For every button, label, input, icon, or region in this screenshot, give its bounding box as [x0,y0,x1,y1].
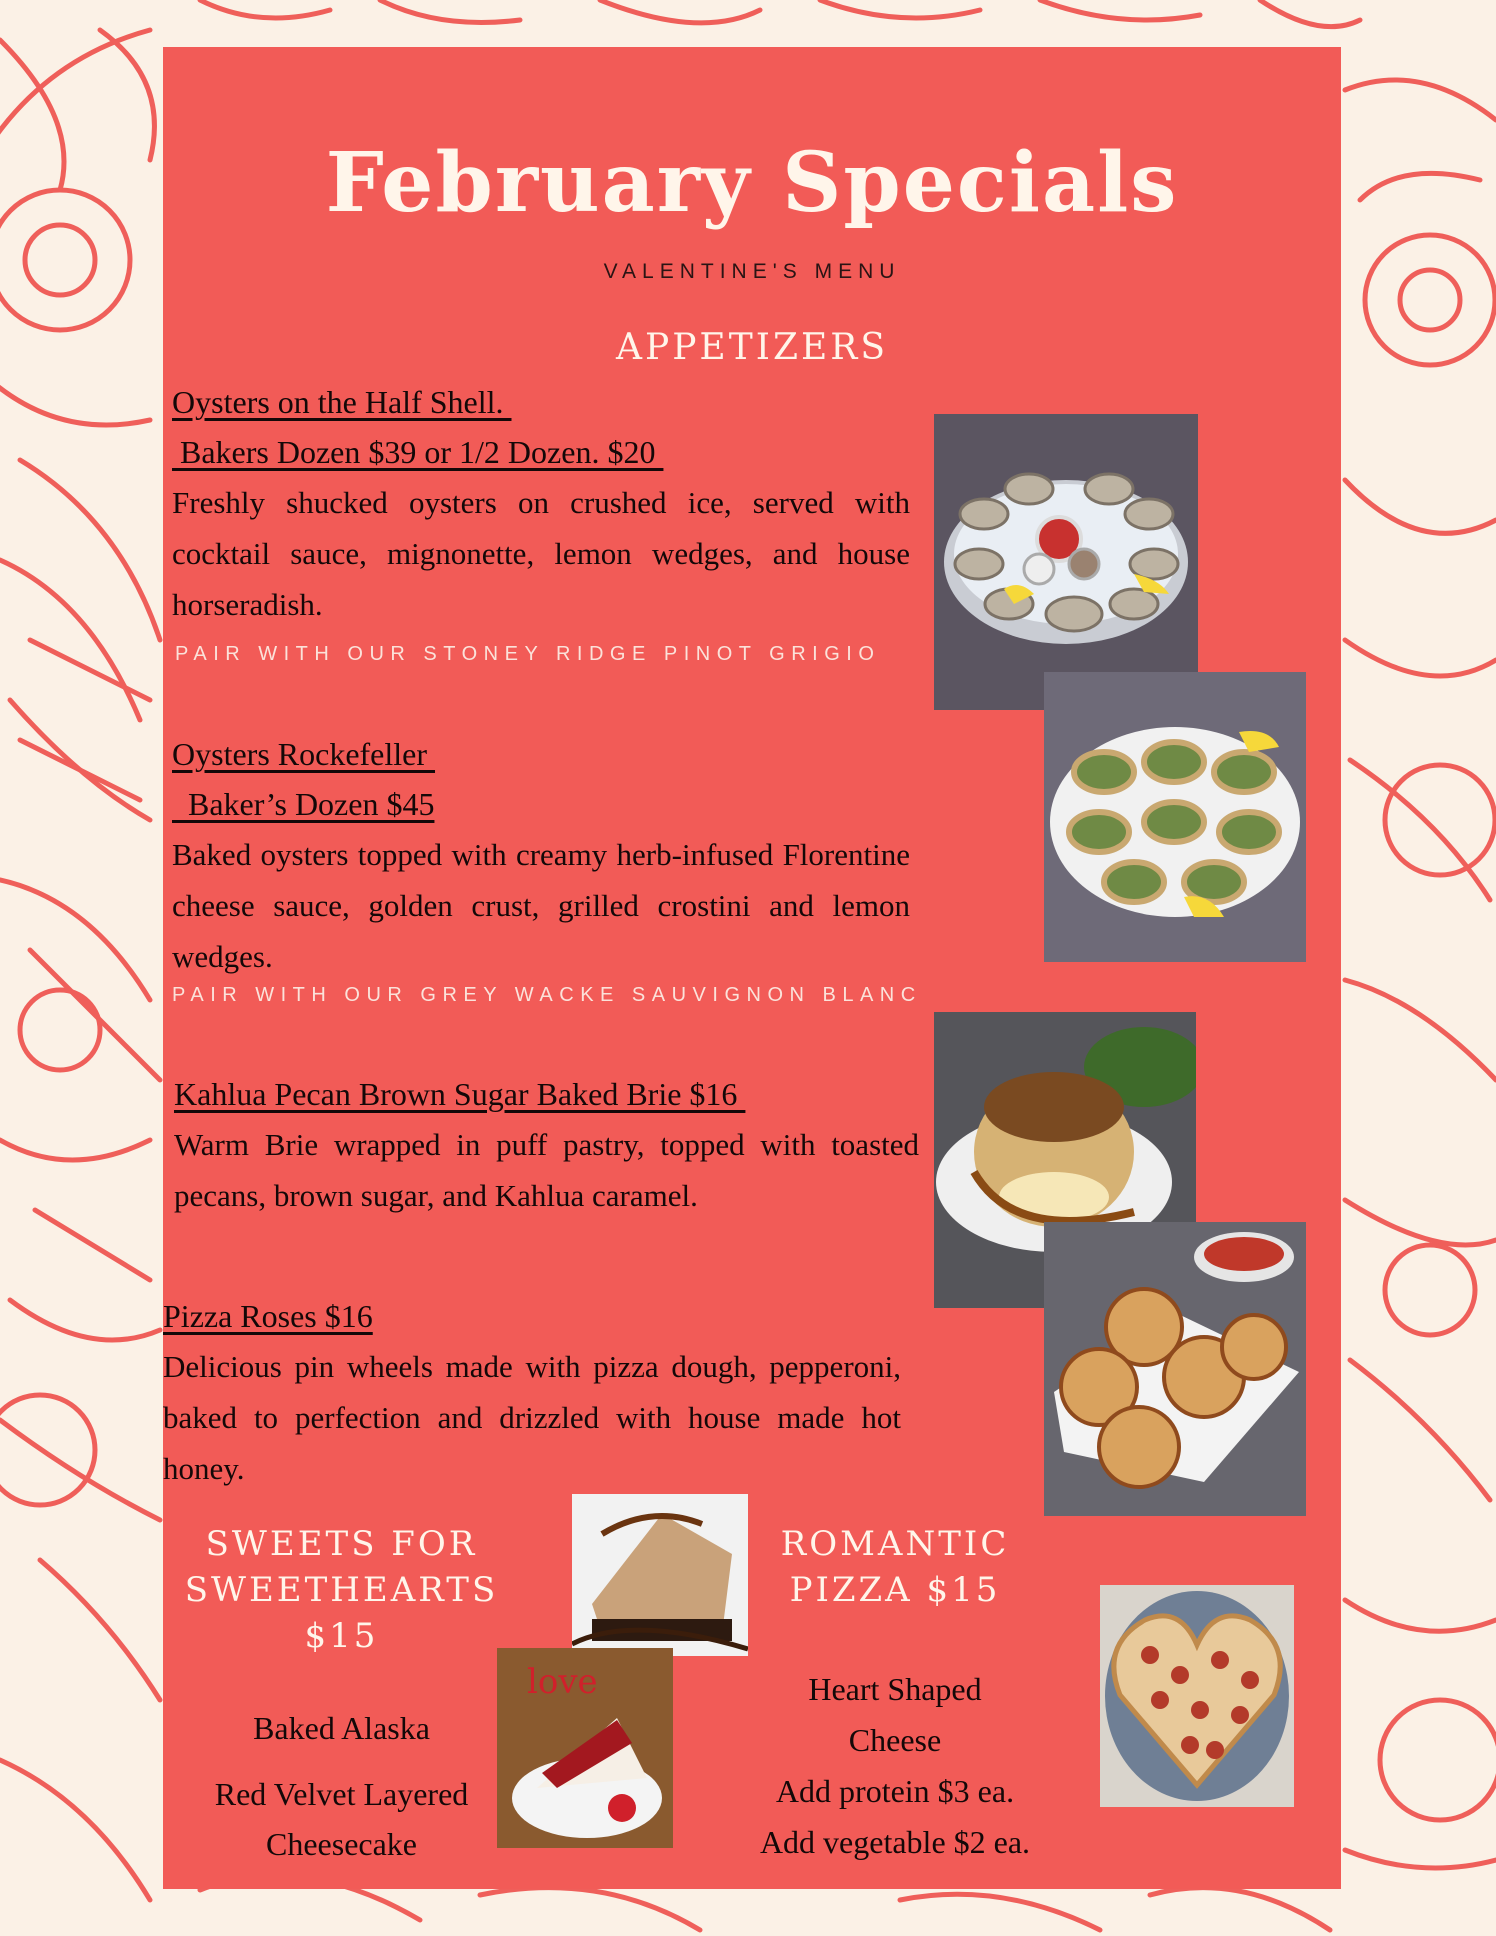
item-price: Baker’s Dozen $45 [172,786,435,822]
pizza-line: Cheese [848,1722,942,1758]
sweets-heading-line2: SWEETHEARTS [184,1570,499,1610]
pizza-line: Add protein $3 ea. [775,1773,1015,1809]
item-name: Oysters on the Half Shell. [172,384,512,420]
pizza-heading-price: PIZZA $15 [789,1570,1001,1610]
section-heading-appetizers: APPETIZERS [615,327,888,368]
romantic-pizza-section [745,1521,1045,1613]
heart-pizza-photo [1100,1585,1294,1807]
pizza-heading: ROMANTIC [780,1524,1010,1564]
item-name: Oysters Rockefeller [172,736,436,772]
page-title: February Specials [325,135,1179,231]
dessert-red-velvet-line2: Cheesecake [265,1826,417,1862]
pizza-line: Add vegetable $2 ea. [759,1824,1031,1860]
menu-item-pizza-roses-name: Pizza Roses $16 [163,1298,373,1334]
pizza-line: Heart Shaped [808,1671,982,1707]
wine-pairing: PAIR WITH OUR STONEY RIDGE PINOT GRIGIO [175,643,881,665]
pizza-roses-photo [1044,1222,1306,1516]
wine-pairing: PAIR WITH OUR GREY WACKE SAUVIGNON BLANC [172,984,922,1006]
sweets-price: $15 [304,1616,379,1656]
menu-item-baked-brie-name: Kahlua Pecan Brown Sugar Baked Brie $16 [174,1076,746,1112]
page-subtitle: VALENTINE'S MENU [603,260,901,283]
dessert-red-velvet: Red Velvet Layered [214,1776,469,1812]
red-velvet-cheesecake-photo [497,1648,673,1848]
sweets-section [163,1521,520,1659]
item-description: Baked oysters topped with creamy herb-infused Florentine cheese sauce, golden crust, grilled crostini and lemon wedges. [172,837,910,974]
dessert-baked-alaska: Baked Alaska [253,1710,430,1746]
item-description: Freshly shucked oysters on crushed ice, served with cocktail sauce, mignonette, lemon wedges, and house horseradish. [172,485,910,622]
sweets-heading: SWEETS FOR [205,1524,478,1564]
item-description: Delicious pin wheels made with pizza dough, pepperoni, baked to perfection and drizzled with house made hot honey. [163,1349,901,1486]
oysters-half-shell-photo [934,414,1198,710]
oysters-rockefeller-photo [1044,672,1306,962]
baked-alaska-photo [572,1494,748,1656]
item-price: Bakers Dozen $39 or 1/2 Dozen. $20 [172,434,664,470]
menu-item-oysters-rockefeller [172,729,1072,829]
item-description: Warm Brie wrapped in puff pastry, topped with toasted pecans, brown sugar, and Kahlua caramel. [174,1127,919,1213]
svg-text:love: love [527,1662,598,1702]
